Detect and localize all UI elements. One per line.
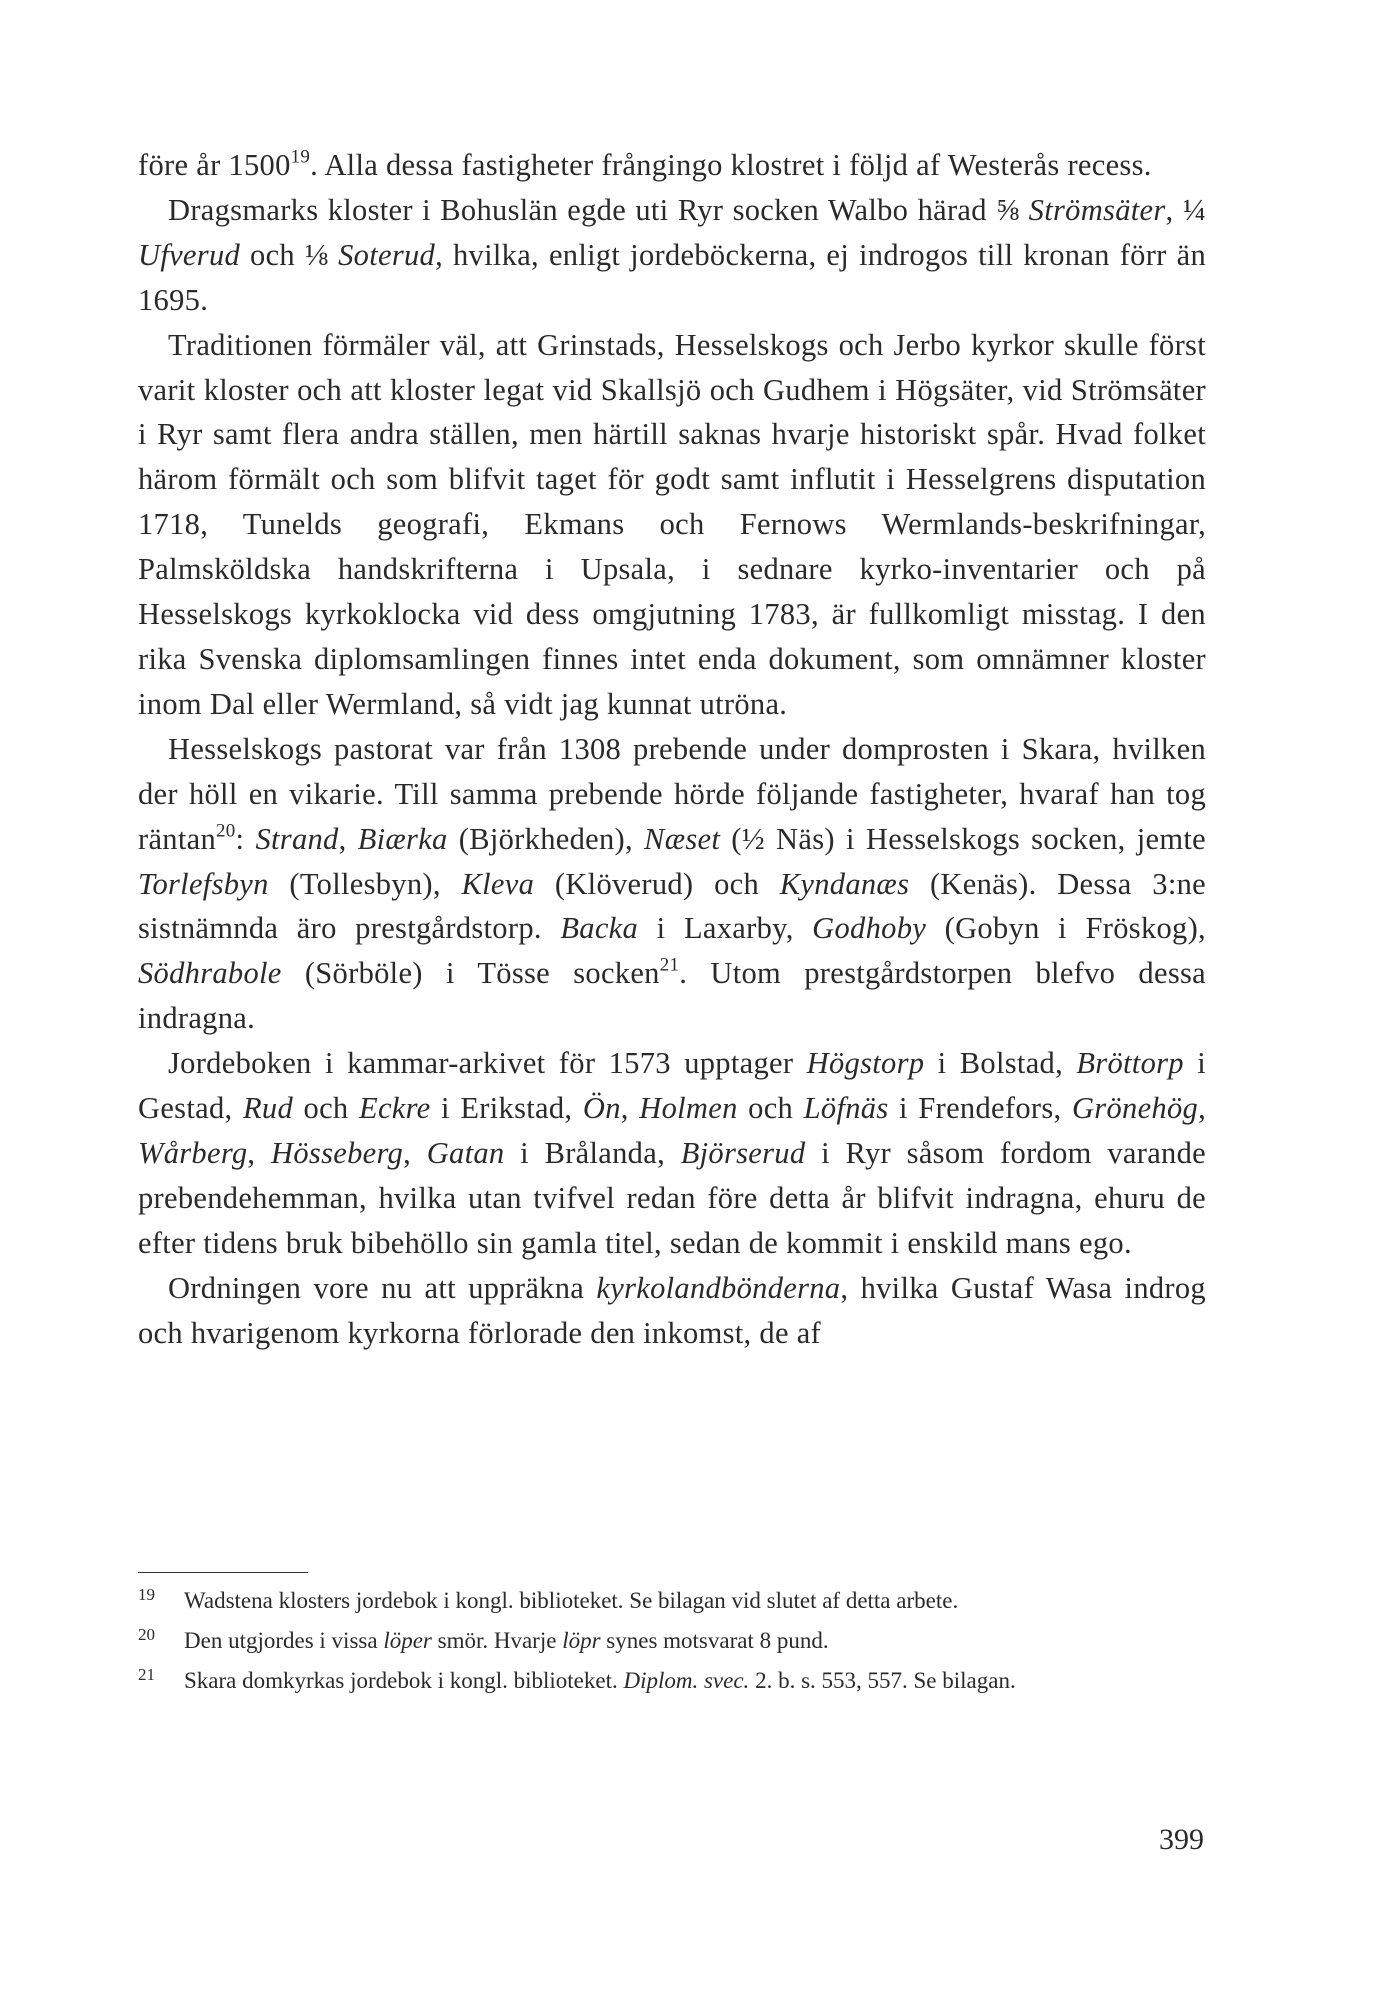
italic-text: Soterud bbox=[338, 237, 436, 272]
paragraph bbox=[138, 1266, 1206, 1356]
text-run: Dragsmarks kloster i Bohuslän egde uti Ryr socken Walbo härad ⅝ bbox=[168, 192, 1029, 227]
text-run: (½ Näs) i Hesselskogs socken, jemte bbox=[720, 821, 1206, 856]
page-number: 399 bbox=[1159, 1823, 1204, 1856]
text-run: synes motsvarat 8 pund. bbox=[600, 1628, 829, 1653]
text-run: Hesselskogs pastorat var från 1308 prebende under domprosten i Skara, hvilken der höll en vikarie. Till samma prebende hörde följande fastigheter, hvaraf han tog räntan bbox=[138, 731, 1206, 856]
footnote-number: 19 bbox=[138, 1585, 155, 1604]
text-run: Wadstena klosters jordebok i kongl. biblioteket. Se bilagan vid slutet af detta arbete. bbox=[184, 1588, 959, 1613]
italic-text: Björserud bbox=[680, 1135, 806, 1170]
text-run: före år 1500 bbox=[138, 148, 291, 182]
paragraph bbox=[138, 143, 1206, 188]
italic-text: Godhoby bbox=[812, 911, 927, 946]
italic-text: Ufverud bbox=[138, 237, 241, 272]
text-run: i Gestad, bbox=[138, 1046, 1206, 1126]
italic-text: Strand bbox=[255, 821, 339, 856]
text-run: (Kenäs). Dessa 3:ne sistnämnda äro prestgårdstorp. bbox=[138, 866, 1206, 946]
footnote-number: 20 bbox=[138, 1625, 155, 1644]
italic-text: Kyndanæs bbox=[779, 866, 910, 901]
text-run: , hvilka, enligt jordeböckerna, ej indrogos till kronan förr än 1695. bbox=[138, 237, 1206, 317]
text-run: (Klöverud) och bbox=[534, 866, 780, 901]
text-run: i Bolstad, bbox=[924, 1046, 1077, 1081]
text-run: i Frendefors, bbox=[888, 1091, 1072, 1126]
text-run: (Tollesbyn), bbox=[268, 866, 462, 901]
footnote bbox=[138, 1582, 1206, 1620]
italic-text: Wårberg bbox=[138, 1135, 248, 1170]
text-run: : bbox=[235, 821, 256, 856]
text-run: i Ryr såsom fordom varande prebendehemman, hvilka utan tvifvel redan före detta år blifvit indragna, ehuru de efter tidens bruk bibehöllo sin gamla titel, sedan de kommit i enskild mans ego. bbox=[138, 1135, 1206, 1260]
italic-text: kyrkolandbönderna bbox=[596, 1270, 841, 1305]
text-run: . Utom prestgårdstorpen blefvo dessa indragna. bbox=[138, 956, 1206, 1036]
italic-text: Biærka bbox=[357, 821, 448, 856]
text-run: (Gobyn i Fröskog), bbox=[926, 911, 1206, 946]
text-run: , bbox=[247, 1135, 272, 1170]
paragraph bbox=[138, 727, 1206, 1041]
text-run: , bbox=[620, 1091, 640, 1126]
text-run: (Sörböle) i Tösse socken bbox=[281, 956, 660, 991]
italic-text: Bröttorp bbox=[1076, 1046, 1184, 1081]
footnotes bbox=[138, 1582, 1206, 1700]
footnote bbox=[138, 1622, 1206, 1660]
italic-text: Ön bbox=[582, 1091, 621, 1126]
text-run: Jordeboken i kammar-arkivet för 1573 upptager bbox=[168, 1046, 807, 1081]
footnote-reference: 20 bbox=[216, 820, 236, 842]
text-run: smör. Hvarje bbox=[431, 1628, 563, 1653]
italic-text: Næset bbox=[644, 821, 721, 856]
text-run: Traditionen förmäler väl, att Grinstads, Hesselskogs och Jerbo kyrkor skulle först varit kloster och att kloster legat vid Skallsjö och Gudhem i Högsäter, vid Strömsäter i Ryr samt flera andra ställen, men härtill saknas hvarje historiskt spår. Hvad folket härom förmält och som blifvit taget för godt samt influtit i Hesselgrens disputation 1718, Tunelds geografi, Ekmans och Fernows Wermlands-beskrifningar, Palmsköldska handskrifterna i Upsala, i sednare kyrko-inventarier och på Hesselskogs kyrkoklocka vid dess omgjutning 1783, är fullkomligt misstag. I den rika Svenska diplomsamlingen finnes intet enda dokument, som omnämner kloster inom Dal eller Wermland, så vidt jag kunnat utröna. bbox=[138, 327, 1206, 721]
body-text bbox=[138, 143, 1206, 1355]
italic-text: Eckre bbox=[359, 1091, 431, 1126]
text-run: och bbox=[293, 1091, 360, 1126]
italic-text: löpr bbox=[562, 1628, 601, 1653]
italic-text: Grönehög bbox=[1071, 1091, 1199, 1126]
footnote-reference: 21 bbox=[659, 955, 680, 977]
italic-text: Löfnäs bbox=[803, 1091, 889, 1126]
italic-text: Gatan bbox=[426, 1135, 505, 1170]
text-run: , bbox=[338, 821, 358, 856]
text-run: i Laxarby, bbox=[638, 911, 813, 946]
text-run: och ⅛ bbox=[240, 237, 339, 272]
text-run: 2. b. s. 553, 557. Se bilagan. bbox=[749, 1668, 1016, 1693]
italic-text: löper bbox=[383, 1628, 432, 1653]
italic-text: Torlefsbyn bbox=[138, 866, 269, 901]
italic-text: Hösseberg bbox=[271, 1135, 404, 1170]
italic-text: Holmen bbox=[639, 1091, 738, 1126]
footnote-reference: 19 bbox=[290, 146, 311, 168]
text-run: , bbox=[403, 1135, 427, 1170]
text-run: , bbox=[1198, 1091, 1206, 1126]
paragraph bbox=[138, 1041, 1206, 1266]
text-run: , ¼ bbox=[1165, 192, 1206, 227]
paragraph bbox=[138, 188, 1206, 323]
footnote bbox=[138, 1662, 1206, 1700]
text-run: i Brålanda, bbox=[504, 1135, 681, 1170]
italic-text: Södhrabole bbox=[138, 956, 282, 991]
footnote-number: 21 bbox=[138, 1665, 155, 1684]
italic-text: Backa bbox=[560, 911, 639, 946]
text-run: och bbox=[737, 1091, 804, 1126]
footnote-divider bbox=[138, 1572, 308, 1573]
italic-text: Diplom. svec. bbox=[623, 1668, 750, 1693]
text-run: (Björkheden), bbox=[447, 821, 645, 856]
text-run: Den utgjordes i vissa bbox=[184, 1628, 384, 1653]
italic-text: Högstorp bbox=[806, 1046, 925, 1081]
italic-text: Strömsäter bbox=[1028, 192, 1166, 227]
text-run: , hvilka Gustaf Wasa indrog och hvarigenom kyrkorna förlorade den inkomst, de af bbox=[138, 1270, 1206, 1350]
text-run: Ordningen vore nu att uppräkna bbox=[168, 1270, 597, 1305]
text-run: i Erikstad, bbox=[430, 1091, 583, 1126]
italic-text: Kleva bbox=[461, 866, 535, 901]
text-run: Skara domkyrkas jordebok i kongl. biblioteket. bbox=[184, 1668, 624, 1693]
paragraph bbox=[138, 323, 1206, 727]
italic-text: Rud bbox=[242, 1091, 293, 1126]
text-run: . Alla dessa fastigheter frångingo klostret i följd af Westerås recess. bbox=[310, 148, 1152, 182]
